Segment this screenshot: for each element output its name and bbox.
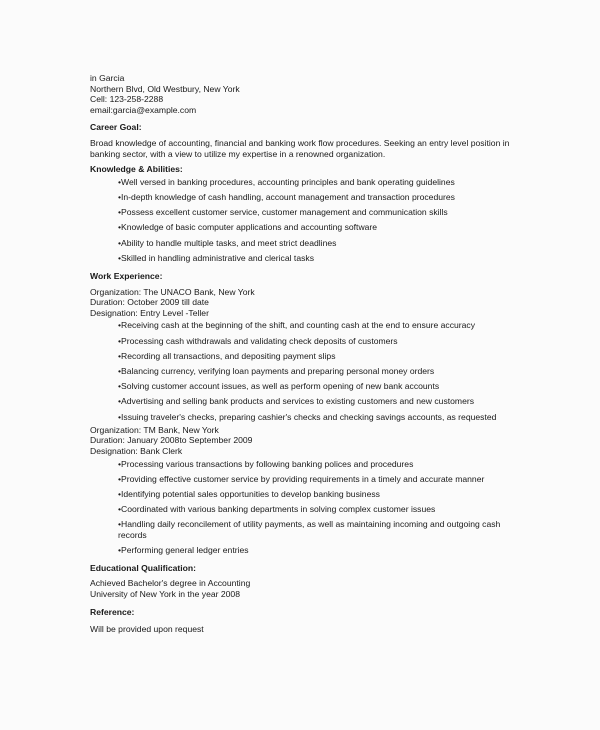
list-item: •In-depth knowledge of cash handling, account management and transaction procedures [118, 191, 455, 202]
list-item: •Identifying potential sales opportunities to develop banking business [118, 488, 380, 499]
list-item: •Receiving cash at the beginning of the shift, and counting cash at the end to ensure accuracy [118, 320, 476, 331]
list-item: •Skilled in handling administrative and clerical tasks [118, 252, 314, 263]
job-duties-list [90, 457, 520, 558]
list-item: •Issuing traveler's checks, preparing cashier's checks and checking savings accounts, as requested [118, 411, 497, 422]
education-heading: Educational Qualification: [90, 562, 196, 573]
contact-cell: Cell: 123-258-2288 [90, 94, 164, 105]
education-university: University of New York in the year 2008 [90, 588, 240, 599]
list-item: •Knowledge of basic computer applications and accounting software [118, 222, 378, 233]
knowledge-list [90, 175, 520, 266]
job-designation: Designation: Entry Level -Teller [90, 307, 209, 318]
job-entry-1 [90, 287, 520, 425]
list-item: •Coordinated with various banking departments in solving complex customer issues [118, 504, 436, 515]
resume-document [90, 73, 520, 635]
career-goal-heading: Career Goal: [90, 122, 142, 133]
knowledge-heading: Knowledge & Abilities: [90, 164, 183, 175]
list-item: •Advertising and selling bank products and services to existing customers and new customers [118, 396, 475, 407]
reference-heading: Reference: [90, 606, 135, 617]
list-item: •Recording all transactions, and depositing payment slips [118, 350, 336, 361]
list-item: •Providing effective customer service by providing requirements in a timely and accurate manner [118, 473, 485, 484]
list-item: •Handling daily reconcilement of utility payments, as well as maintaining incoming and outgoing cash records [118, 519, 501, 540]
list-item: •Processing cash withdrawals and validating check deposits of customers [118, 335, 398, 346]
education-degree: Achieved Bachelor's degree in Accounting [90, 578, 251, 589]
career-goal-text: Broad knowledge of accounting, financial and banking work flow procedures. Seeking an entry level position in banking sector, with a view to utilize my expertise in a renowned organization. [90, 137, 510, 159]
job-entry-2 [90, 425, 520, 558]
list-item: •Possess excellent customer service, customer management and communication skills [118, 207, 448, 218]
list-item: •Processing various transactions by following banking polices and procedures [118, 458, 414, 469]
job-organization: Organization: TM Bank, New York [90, 424, 219, 435]
job-designation: Designation: Bank Clerk [90, 445, 183, 456]
list-item: •Well versed in banking procedures, accounting principles and bank operating guidelines [118, 176, 455, 187]
job-duties-list [90, 318, 520, 424]
list-item: •Performing general ledger entries [118, 544, 249, 555]
list-item: •Solving customer account issues, as well as perform opening of new bank accounts [118, 381, 440, 392]
job-duration: Duration: January 2008to September 2009 [90, 435, 253, 446]
contact-address: Northern Blvd, Old Westbury, New York [90, 83, 240, 94]
contact-email: email:garcia@example.com [90, 104, 197, 115]
job-duration: Duration: October 2009 till date [90, 297, 209, 308]
contact-name: in Garcia [90, 73, 125, 83]
job-organization: Organization: The UNACO Bank, New York [90, 286, 255, 297]
list-item: •Balancing currency, verifying loan payments and preparing personal money orders [118, 365, 435, 376]
contact-block [90, 73, 520, 115]
reference-text: Will be provided upon request [90, 624, 204, 635]
work-experience-heading: Work Experience: [90, 270, 163, 281]
list-item: •Ability to handle multiple tasks, and meet strict deadlines [118, 237, 337, 248]
